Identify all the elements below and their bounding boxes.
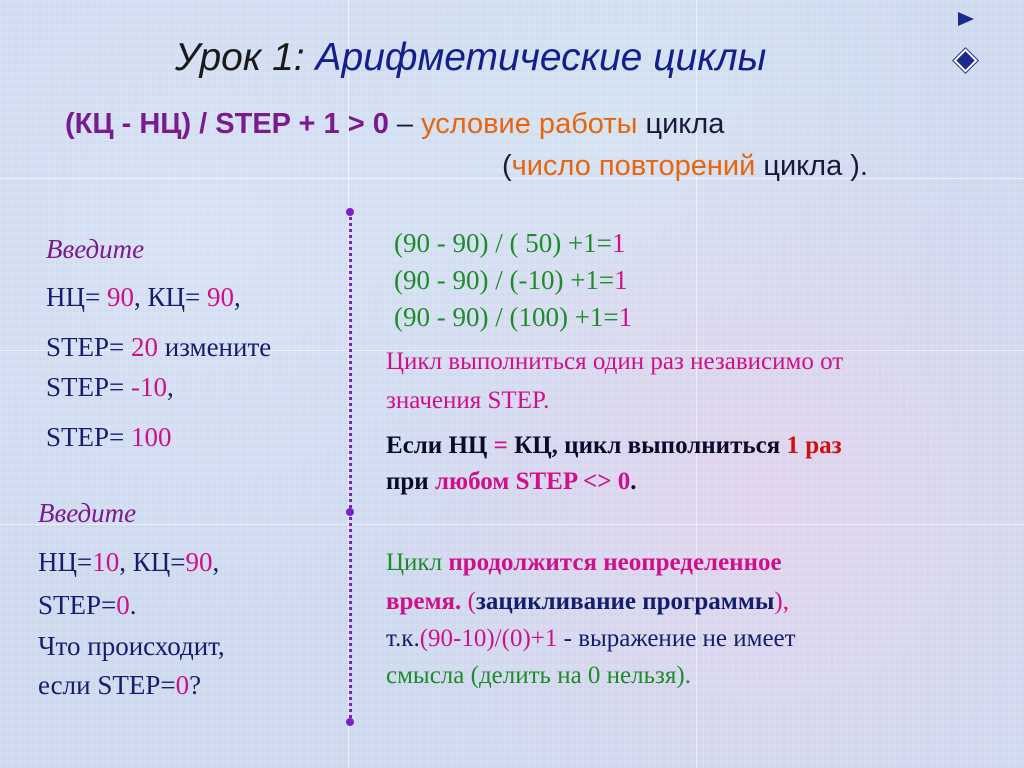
block2-nc-kc — [38, 547, 219, 578]
nc-label: НЦ= — [46, 282, 107, 312]
nc-value: 90 — [106, 282, 134, 312]
step-value: 20 — [131, 332, 158, 362]
note3-line4: смысла (делить на 0 нельзя). — [386, 662, 691, 689]
play-arrow-icon[interactable] — [958, 12, 974, 26]
block2-step — [38, 590, 137, 621]
kc-label: , КЦ= — [133, 282, 207, 312]
condition-highlight-1: условие работы — [421, 108, 638, 140]
note3-line1 — [386, 549, 782, 577]
diamond-bullet-icon[interactable] — [953, 48, 977, 72]
question-label: если STEP= — [38, 670, 176, 700]
condition-highlight-2: число повторений — [511, 150, 756, 182]
block2-question1: Что происходит, — [38, 631, 225, 661]
kc-label: , КЦ= — [119, 547, 186, 577]
question-mark: ? — [189, 670, 202, 700]
block1-step1 — [46, 332, 271, 363]
note3-h: (90-10)/(0)+1 — [419, 625, 558, 652]
note3-f: ), — [774, 588, 789, 615]
dot: . — [129, 590, 137, 620]
note2-eq: = — [493, 432, 508, 459]
block2-prompt: Введите — [38, 498, 137, 528]
note3-g: т.к. — [386, 625, 420, 652]
note3-a: Цикл — [386, 549, 449, 576]
note2-b: КЦ, цикл выполниться — [507, 432, 787, 459]
vertical-divider — [349, 212, 352, 724]
note3-e: зацикливание программы — [475, 588, 775, 615]
nc-label: НЦ= — [38, 547, 93, 577]
divider-dot — [346, 718, 354, 726]
step-label: STEP= — [46, 332, 131, 362]
note3-b: продолжится неопределенное — [448, 549, 782, 576]
calc-line — [394, 302, 632, 333]
calc-line — [394, 265, 628, 296]
note2-g: . — [630, 468, 637, 495]
note3-d: ( — [461, 588, 476, 615]
note2-line2 — [386, 468, 636, 496]
comma: , — [167, 372, 174, 402]
step-value: 100 — [131, 422, 172, 452]
block1-nc-kc — [46, 282, 241, 313]
condition-formula: (КЦ - НЦ) / STEP + 1 > 0 — [65, 108, 389, 140]
comma: , — [233, 282, 241, 312]
note2-line1 — [386, 432, 842, 460]
block2-question2 — [38, 670, 201, 701]
note1-line1: Цикл выполниться один раз независимо от — [386, 348, 844, 375]
title-prefix: Урок 1: — [175, 36, 305, 79]
calc-result: 1 — [618, 302, 633, 332]
condition-line-2 — [502, 150, 868, 183]
block1-step2 — [46, 372, 174, 403]
condition-line-1 — [65, 108, 724, 141]
calc-line — [394, 228, 625, 259]
note2-e: любом — [434, 468, 516, 495]
change-text: измените — [158, 332, 272, 362]
kc-value: 90 — [206, 282, 234, 312]
note2-d: при — [386, 468, 435, 495]
note2-c: 1 раз — [786, 432, 842, 459]
condition-text-2: цикла ). — [755, 150, 868, 182]
note1-line2: значения STEP. — [386, 387, 550, 414]
title-main: Арифметические циклы — [315, 36, 767, 79]
dash: – — [388, 108, 422, 140]
note2-a: Если НЦ — [386, 432, 494, 459]
condition-text-1: цикла — [637, 108, 725, 140]
step-label: STEP= — [46, 372, 131, 402]
step-value: 0 — [116, 590, 130, 620]
step-label: STEP= — [46, 422, 131, 452]
calc-expr: (90 - 90) / ( 50) +1= — [394, 228, 612, 258]
divider-dot — [346, 508, 354, 516]
note3-c: время. — [386, 588, 462, 615]
calc-result: 1 — [614, 265, 628, 295]
calc-result: 1 — [611, 228, 626, 258]
question-value: 0 — [175, 670, 190, 700]
step-value: -10 — [131, 372, 167, 402]
calc-expr: (90 - 90) / (-10) +1= — [394, 265, 615, 295]
block1-prompt: Введите — [46, 234, 145, 264]
note3-line3 — [386, 625, 796, 653]
comma: , — [212, 547, 220, 577]
divider-dot — [346, 208, 354, 216]
nc-value: 10 — [92, 547, 120, 577]
calc-expr: (90 - 90) / (100) +1= — [394, 302, 619, 332]
step-label: STEP= — [38, 590, 117, 620]
page-title — [175, 36, 766, 80]
note3-line2 — [386, 588, 789, 616]
note3-i: - выражение не имеет — [557, 625, 796, 652]
grid-line — [0, 524, 1024, 525]
block1-step3 — [46, 422, 172, 453]
note2-f: STEP <> 0 — [515, 468, 631, 495]
kc-value: 90 — [185, 547, 213, 577]
open-paren: ( — [502, 150, 512, 182]
